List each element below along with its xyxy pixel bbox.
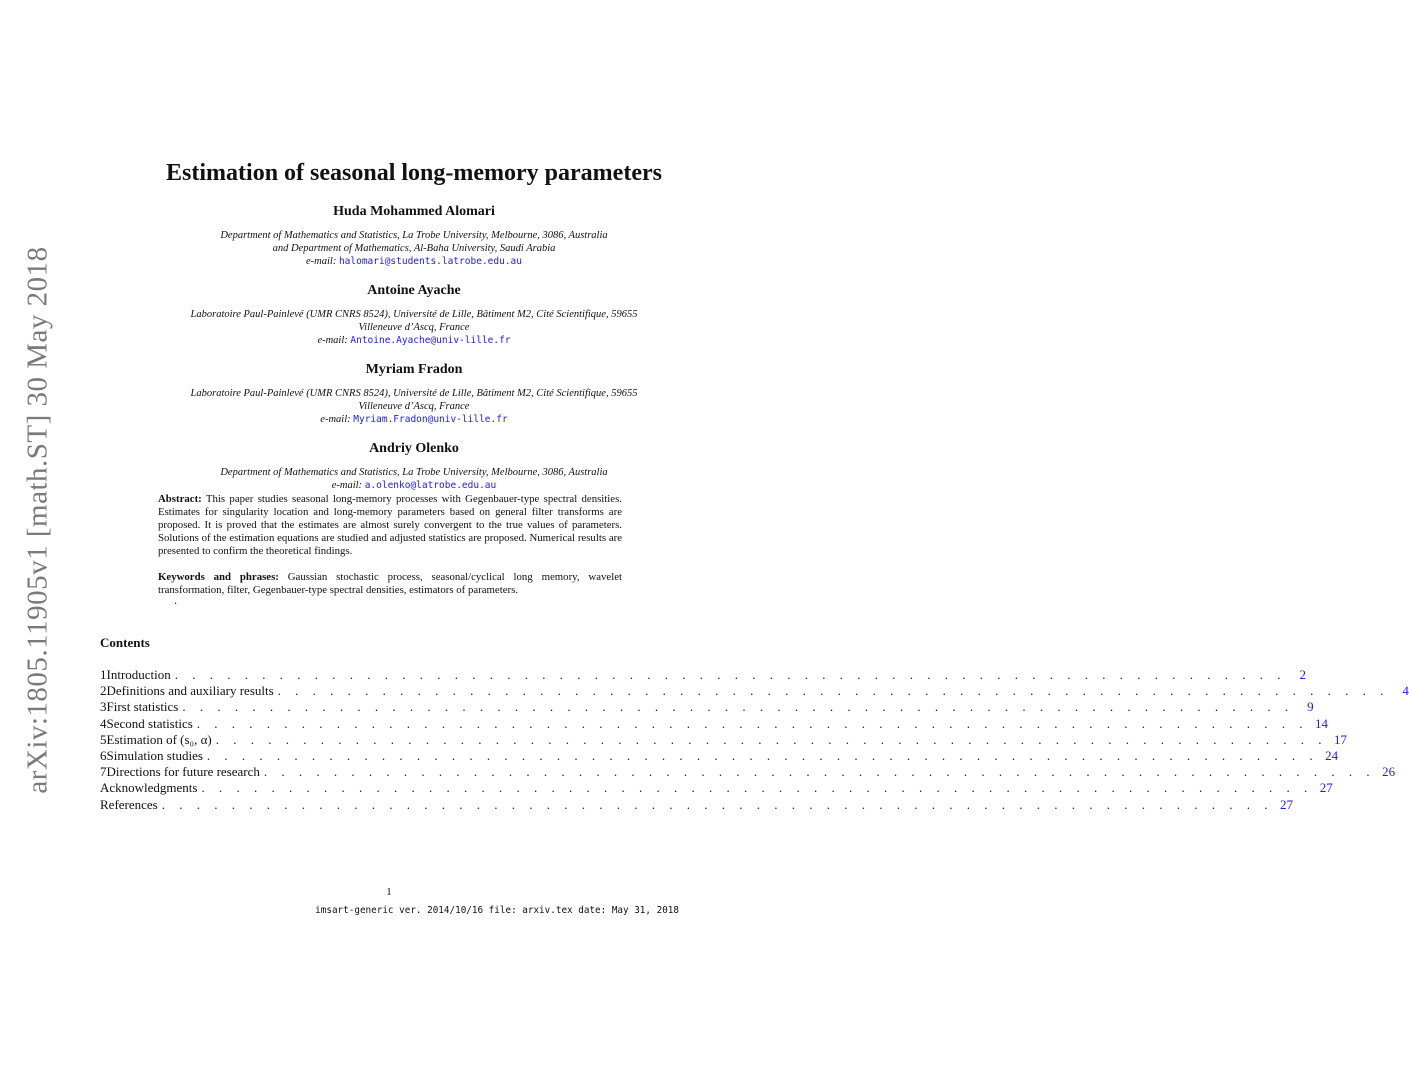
dot-mark: . bbox=[174, 596, 178, 607]
page-number: 1 bbox=[386, 886, 392, 898]
affiliation-line: Villeneuve d’Ascq, France bbox=[358, 322, 470, 333]
toc-leader: . . . . . . . . . . . . . . . . . . . . . . . . . . . . . . . . . . . . . . . . . . . . . . . . . . . . . . . . . . . . . . . . bbox=[161, 796, 1273, 812]
affiliation-line: and Department of Mathematics, Al-Baha University, Saudi Arabia bbox=[272, 243, 556, 254]
email-line bbox=[0, 413, 828, 426]
toc-title: Introduction bbox=[106, 667, 171, 682]
email-link[interactable]: Antoine.Ayache@univ-lille.fr bbox=[350, 335, 511, 346]
toc-leader: . . . . . . . . . . . . . . . . . . . . . . . . . . . . . . . . . . . . . . . . . . . . . . . . . . . . . . . . . . . . . . . . bbox=[201, 780, 1313, 796]
toc-page-link[interactable]: 14 bbox=[1315, 715, 1329, 731]
toc-number: 4 bbox=[100, 715, 107, 731]
toc-page-link[interactable]: 17 bbox=[1333, 731, 1347, 747]
toc-number: 6 bbox=[100, 747, 107, 763]
author-block-3 bbox=[0, 362, 828, 426]
keywords-label: Keywords and phrases: bbox=[158, 571, 279, 583]
toc-number: 2 bbox=[100, 683, 107, 699]
toc-entry[interactable] bbox=[100, 796, 1293, 813]
contents-heading: Contents bbox=[100, 635, 150, 650]
toc-title: Acknowledgments bbox=[100, 780, 198, 796]
toc-title: References bbox=[100, 796, 158, 812]
email-line bbox=[0, 479, 828, 492]
abstract-label: Abstract: bbox=[158, 493, 202, 505]
table-of-contents bbox=[100, 667, 1409, 813]
email-line bbox=[0, 334, 828, 347]
email-label: e-mail: bbox=[320, 414, 351, 425]
author-block-4 bbox=[0, 441, 828, 492]
toc-leader: . . . . . . . . . . . . . . . . . . . . . . . . . . . . . . . . . . . . . . . . . . . . . . . . . . . . . . . . . . . . . . . . bbox=[174, 667, 1287, 682]
toc-entry[interactable] bbox=[100, 747, 1339, 764]
author-block-2 bbox=[0, 283, 828, 347]
toc-leader: . . . . . . . . . . . . . . . . . . . . . . . . . . . . . . . . . . . . . . . . . . . . . . . . . . . . . . . . . . . . . . . . bbox=[182, 699, 1294, 715]
email-line bbox=[0, 255, 828, 268]
email-link[interactable]: halomari@students.latrobe.edu.au bbox=[338, 256, 522, 267]
toc-page-link[interactable]: 9 bbox=[1307, 699, 1314, 715]
toc-entry[interactable] bbox=[100, 683, 1409, 699]
toc-leader: . . . . . . . . . . . . . . . . . . . . . . . . . . . . . . . . . . . . . . . . . . . . . . . . . . . . . . . . . . . . . . . . bbox=[263, 764, 1376, 780]
toc-number: 1 bbox=[100, 667, 107, 682]
toc-entry[interactable] bbox=[100, 780, 1333, 796]
email-link[interactable]: Myriam.Fradon@univ-lille.fr bbox=[353, 414, 508, 425]
abstract-text: This paper studies seasonal long-memory processes with Gegenbauer-type spectral densities. Estimates for singularity location and long-memory parameters based on general filter transforms are proposed. It is proved that the estimates are almost surely convergent to the true values of parameters. Solutions of the estimation equations are studied and adjusted statistics are proposed. Numerical results are presented to confirm the theoretical findings. bbox=[158, 493, 622, 557]
toc-leader: . . . . . . . . . . . . . . . . . . . . . . . . . . . . . . . . . . . . . . . . . . . . . . . . . . . . . . . . . . . . . . . . bbox=[215, 731, 1327, 747]
toc-entry[interactable] bbox=[100, 715, 1329, 732]
toc-title: Simulation studies bbox=[106, 747, 203, 763]
toc-page-link[interactable]: 24 bbox=[1325, 747, 1339, 763]
affiliation-line: Laboratoire Paul-Painlevé (UMR CNRS 8524), Université de Lille, Bâtiment M2, Cité Scientifique, 59655 bbox=[190, 388, 638, 399]
affiliation-line: Department of Mathematics and Statistics, La Trobe University, Melbourne, 3086, Australia bbox=[220, 467, 608, 478]
toc-leader: . . . . . . . . . . . . . . . . . . . . . . . . . . . . . . . . . . . . . . . . . . . . . . . . . . . . . . . . . . . . . . . . bbox=[277, 683, 1389, 699]
toc-page-link[interactable]: 27 bbox=[1319, 780, 1333, 796]
email-label: e-mail: bbox=[317, 335, 348, 346]
toc-entry[interactable] bbox=[100, 731, 1347, 748]
toc-title: Second statistics bbox=[106, 715, 193, 731]
abstract bbox=[158, 493, 622, 558]
affiliation-line: Department of Mathematics and Statistics, La Trobe University, Melbourne, 3086, Australia bbox=[220, 230, 608, 241]
email-label: e-mail: bbox=[331, 480, 363, 491]
toc-title: First statistics bbox=[106, 699, 179, 715]
toc-leader: . . . . . . . . . . . . . . . . . . . . . . . . . . . . . . . . . . . . . . . . . . . . . . . . . . . . . . . . . . . . . . . . bbox=[206, 747, 1319, 763]
toc-page-link[interactable]: 4 bbox=[1402, 683, 1409, 699]
keywords bbox=[158, 571, 622, 597]
email-link[interactable]: a.olenko@latrobe.edu.au bbox=[364, 480, 497, 491]
toc-title: Directions for future research bbox=[106, 764, 260, 780]
affiliation-line: Villeneuve d’Ascq, France bbox=[358, 401, 470, 412]
footer-line: imsart-generic ver. 2014/10/16 file: arxiv.tex date: May 31, 2018 bbox=[315, 905, 679, 916]
toc-entry[interactable] bbox=[100, 764, 1396, 780]
author-name: Andriy Olenko bbox=[369, 441, 459, 456]
toc-entry[interactable] bbox=[100, 699, 1314, 715]
toc-page-link[interactable]: 27 bbox=[1280, 796, 1293, 812]
author-name: Antoine Ayache bbox=[367, 283, 461, 298]
toc-page-link[interactable]: 26 bbox=[1382, 764, 1396, 780]
paper-title: Estimation of seasonal long-memory parameters bbox=[166, 160, 662, 186]
arxiv-stamp-text: arXiv:1805.11905v1 [math.ST] 30 May 2018 bbox=[21, 246, 54, 794]
toc-entry[interactable] bbox=[100, 667, 1307, 683]
toc-title: Estimation of (s₀, α) bbox=[106, 731, 212, 747]
author-name: Myriam Fradon bbox=[365, 362, 463, 377]
toc-leader: . . . . . . . . . . . . . . . . . . . . . . . . . . . . . . . . . . . . . . . . . . . . . . . . . . . . . . . . . . . . . . . . bbox=[196, 715, 1309, 731]
keywords-text: Gaussian stochastic process, seasonal/cyclical long memory, wavelet transformation, filter, Gegenbauer-type spectral densities, estimators of parameters. bbox=[158, 571, 622, 596]
email-label: e-mail: bbox=[306, 256, 337, 267]
toc-title: Definitions and auxiliary results bbox=[106, 683, 274, 699]
author-block-1 bbox=[0, 204, 828, 268]
toc-number: 7 bbox=[100, 764, 107, 780]
toc-number: 3 bbox=[100, 699, 107, 715]
author-name: Huda Mohammed Alomari bbox=[333, 204, 495, 219]
affiliation-line: Laboratoire Paul-Painlevé (UMR CNRS 8524), Université de Lille, Bâtiment M2, Cité Scientifique, 59655 bbox=[190, 309, 638, 320]
toc-number: 5 bbox=[100, 731, 107, 747]
toc-page-link[interactable]: 2 bbox=[1299, 667, 1307, 682]
